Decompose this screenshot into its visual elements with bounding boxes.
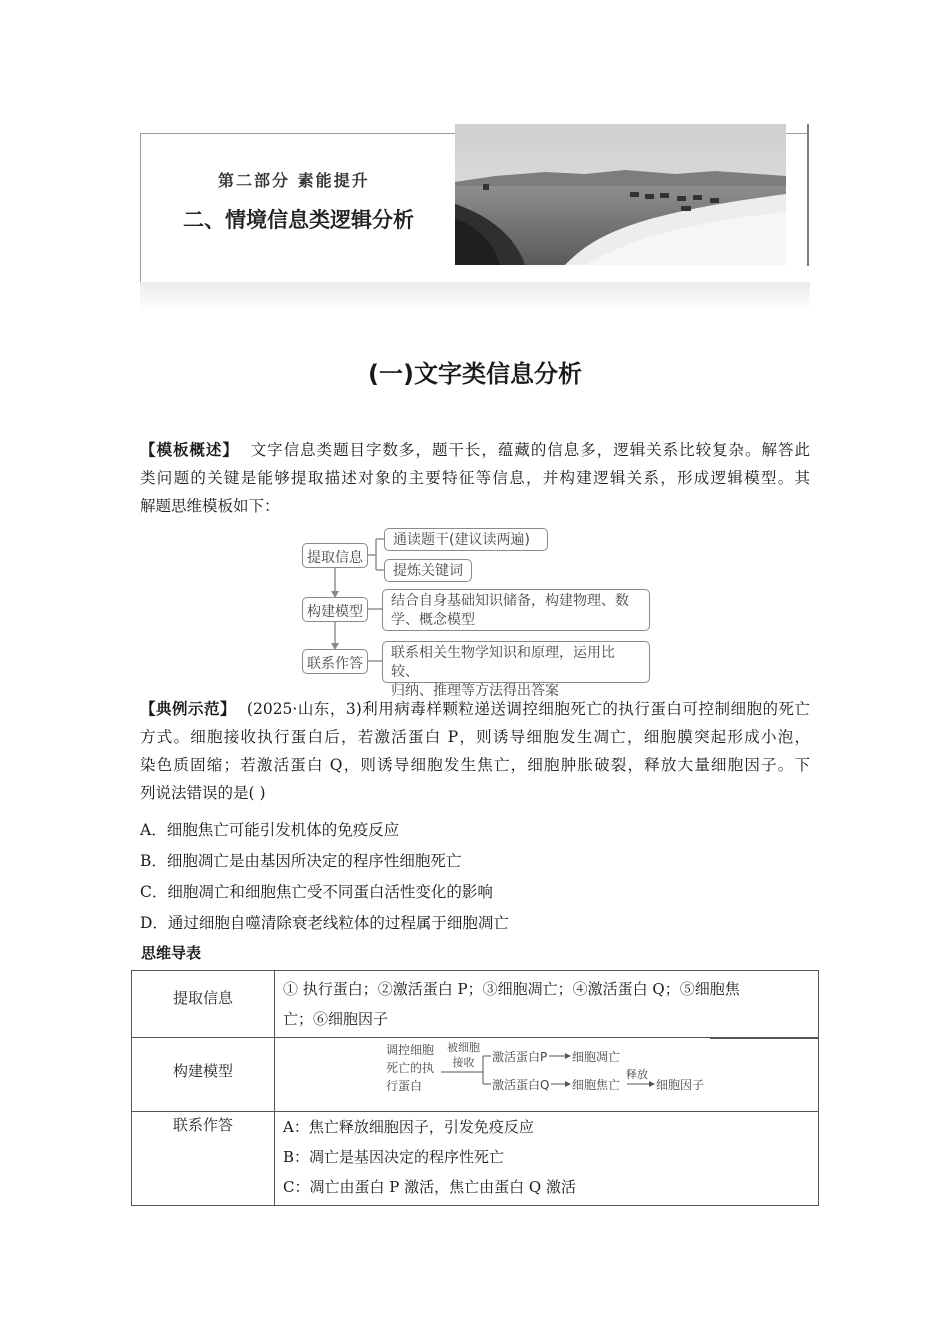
table-row bbox=[132, 1038, 819, 1112]
model-pyroptosis: 细胞焦亡 bbox=[572, 1078, 621, 1092]
option-b: B．细胞凋亡是由基因所决定的程序性细胞死亡 bbox=[140, 852, 462, 870]
option-c: C．细胞凋亡和细胞焦亡受不同蛋白活性变化的影响 bbox=[140, 883, 493, 901]
template-label: 【模板概述】 bbox=[140, 441, 239, 459]
template-line-2: 类问题的关键是能够提取描述对象的主要特征等信息，并构建逻辑关系，形成逻辑模型。其 bbox=[140, 469, 810, 487]
step-answer-detail: 联系相关生物学知识和原理，运用比较、 归纳、推理等方法得出答案 bbox=[382, 641, 650, 683]
row-value-model bbox=[275, 1038, 819, 1112]
step-answer: 联系作答 bbox=[302, 649, 368, 674]
row-key-answer: 联系作答 bbox=[132, 1112, 275, 1206]
chapter-title: 二、情境信息类逻辑分析 bbox=[183, 208, 414, 232]
model-protein-q: 激活蛋白Q bbox=[492, 1078, 550, 1092]
model-cytokines: 细胞因子 bbox=[656, 1078, 705, 1092]
table-row bbox=[132, 971, 819, 1038]
example-line-1: 【典例示范】 (2025·山东，3)利用病毒样颗粒递送调控细胞死亡的执行蛋白可控制细胞的死亡 bbox=[140, 700, 810, 718]
step-model-detail: 结合自身基础知识储备，构建物理、数 学、概念模型 bbox=[382, 589, 650, 631]
row-value-extract: ① 执行蛋白；②激活蛋白 P；③细胞凋亡；④激活蛋白 Q；⑤细胞焦 亡；⑥细胞因子 bbox=[275, 971, 819, 1038]
model-apoptosis: 细胞凋亡 bbox=[572, 1050, 621, 1064]
model-protein-p: 激活蛋白P bbox=[492, 1050, 548, 1064]
template-line-3: 解题思维模板如下： bbox=[140, 497, 280, 515]
mind-table bbox=[131, 970, 819, 1206]
example-line-4: 列说法错误的是( ) bbox=[140, 784, 266, 802]
row-key-extract: 提取信息 bbox=[132, 971, 275, 1038]
row-key-model: 构建模型 bbox=[132, 1038, 275, 1112]
model-diagram bbox=[275, 1038, 818, 1111]
step-extract-detail-2: 提炼关键词 bbox=[384, 559, 472, 582]
example-question bbox=[140, 695, 810, 807]
part-subtitle: 第二部分 素能提升 bbox=[218, 171, 370, 190]
example-label: 【典例示范】 bbox=[140, 700, 237, 718]
step-extract: 提取信息 bbox=[302, 543, 368, 568]
step-extract-detail-1: 通读题干(建议读两遍) bbox=[384, 528, 548, 551]
model-link-label: 被细胞 接收 bbox=[447, 1041, 480, 1069]
table-caption: 思维导表 bbox=[141, 944, 202, 962]
model-source: 调控细胞 死亡的执 行蛋白 bbox=[386, 1043, 435, 1093]
example-line-3: 染色质固缩；若激活蛋白 Q，则诱导细胞发生焦亡，细胞肿胀破裂，释放大量细胞因子。下 bbox=[140, 756, 810, 774]
step-model: 构建模型 bbox=[302, 597, 368, 622]
option-d: D．通过细胞自噬清除衰老线粒体的过程属于细胞凋亡 bbox=[140, 914, 509, 932]
answer-options bbox=[140, 815, 810, 939]
example-line-2: 方式。细胞接收执行蛋白后，若激活蛋白 P，则诱导细胞发生凋亡，细胞膜突起形成小泡， bbox=[140, 728, 810, 746]
model-release-label: 释放 bbox=[626, 1068, 648, 1081]
table-row bbox=[132, 1112, 819, 1206]
row-value-answer: A：焦亡释放细胞因子，引发免疫反应 B：凋亡是基因决定的程序性死亡 C：凋亡由蛋白 P 激活，焦亡由蛋白 Q 激活 bbox=[275, 1112, 819, 1206]
template-line-1: 【模板概述】 文字信息类题目字数多，题干长，蕴藏的信息多，逻辑关系比较复杂。解答此 bbox=[140, 441, 810, 459]
section-title: (一)文字类信息分析 bbox=[368, 360, 582, 388]
option-a: A．细胞焦亡可能引发机体的免疫反应 bbox=[140, 821, 400, 839]
